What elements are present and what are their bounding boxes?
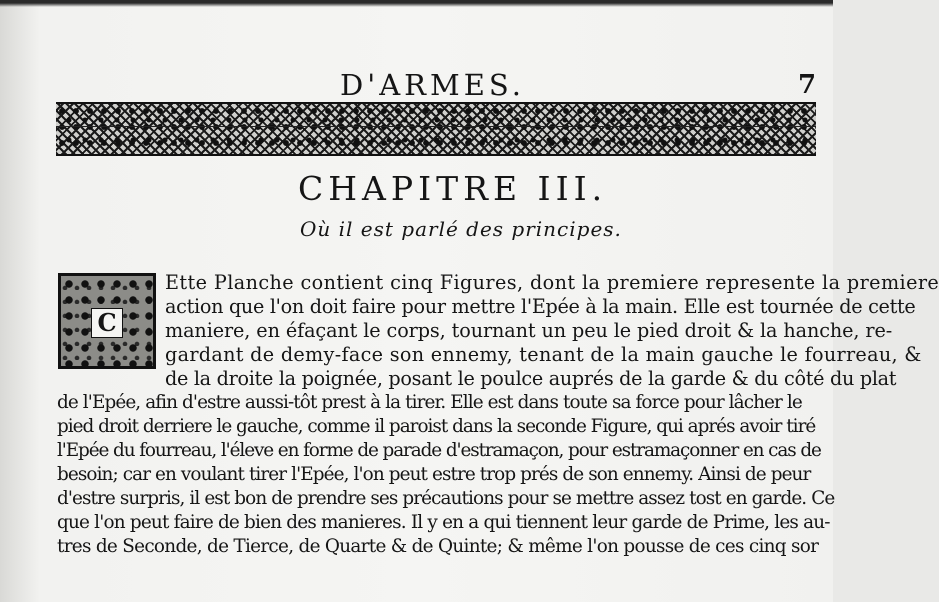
chapter-title: CHAPITRE III. [298, 169, 608, 208]
body-line: l'Epée du fourreau, l'éleve en forme de parade d'estramaçon, pour estramaçonner en cas de [57, 440, 821, 461]
decorated-initial [58, 273, 156, 369]
body-line: que l'on peut faire de bien des manieres. Il y en a qui tiennent leur garde de Prime, les au- [57, 512, 830, 533]
body-line: besoin; car en voulant tirer l'Epée, l'on peut estre trop prés de son ennemy. Ainsi de peur [57, 464, 811, 485]
page-number: 7 [798, 70, 817, 100]
chapter-subtitle: Où il est parlé des principes. [300, 217, 622, 241]
body-line: pied droit derriere le gauche, comme il paroist dans la seconde Figure, qui aprés avoir tiré [57, 416, 816, 437]
body-line: de l'Epée, afin d'estre aussi-tôt prest à la tirer. Elle est dans toute sa force pour lâcher le [57, 392, 802, 413]
body-line: Ette Planche contient cinq Figures, dont la premiere represente la premiere [165, 271, 939, 294]
body-line: gardant de demy-face son ennemy, tenant de la main gauche le fourreau, & [165, 343, 922, 366]
body-line: action que l'on doit faire pour mettre l'Epée à la main. Elle est tournée de cette [165, 295, 916, 318]
body-line: tres de Seconde, de Tierce, de Quarte & de Quinte; & même l'on pousse de ces cinq sor [57, 536, 819, 557]
body-line: de la droite la poignée, posant le poulce auprés de la garde & du côté du plat [165, 367, 897, 390]
headpiece-rule [56, 126, 816, 127]
body-line: d'estre surpris, il est bon de prendre ses précautions pour se mettre assez tost en garde. Ce [57, 488, 835, 509]
page-edge-shadow [0, 0, 833, 7]
running-head: D'ARMES. [340, 68, 525, 102]
body-line: maniere, en éfaçant le corps, tournant un peu le pied droit & la hanche, re- [165, 319, 893, 342]
ornamental-headpiece [56, 102, 816, 156]
initial-letter: C [91, 308, 123, 338]
